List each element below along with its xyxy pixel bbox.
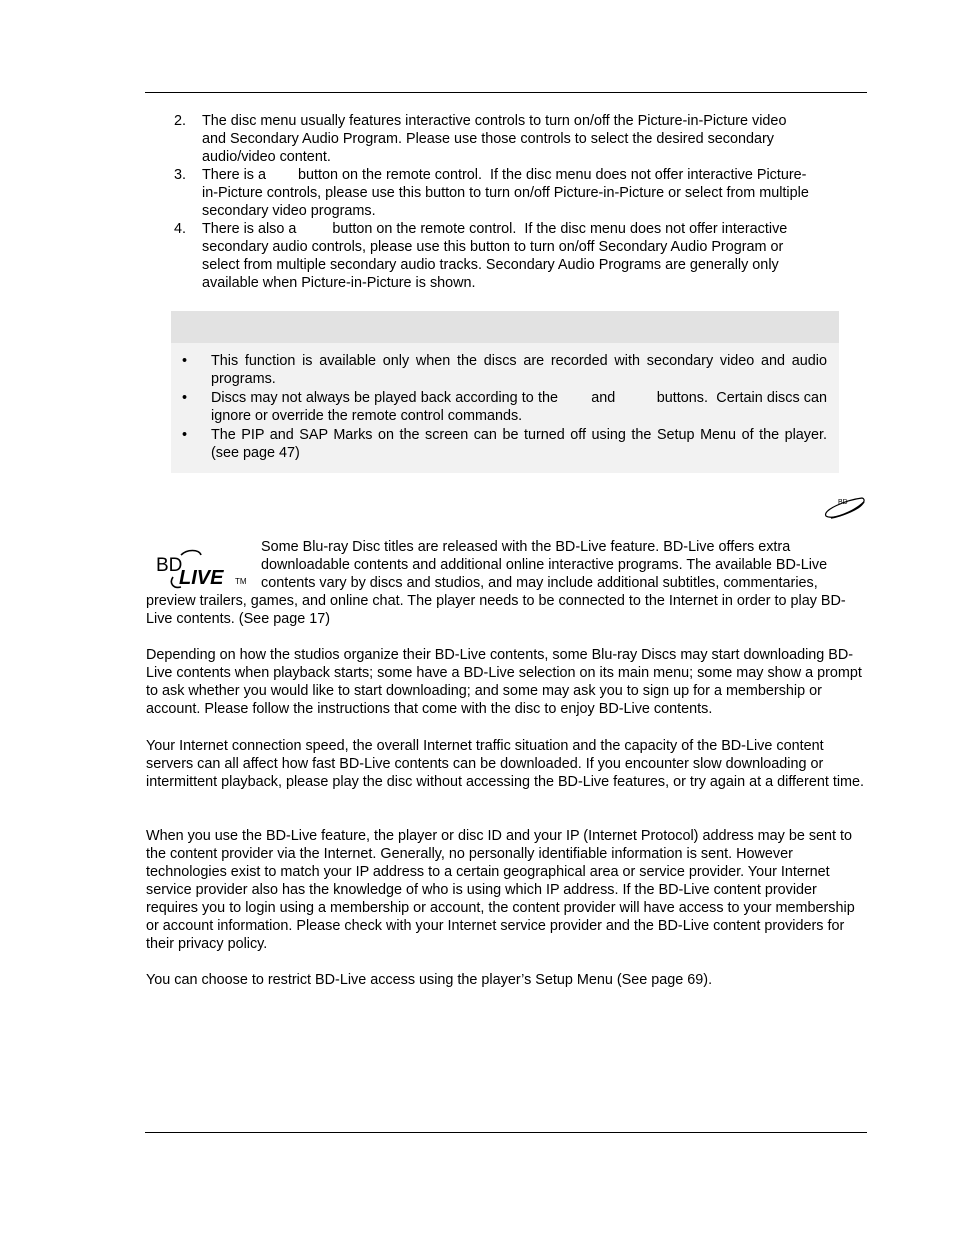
step-number: 4. (174, 221, 187, 237)
paragraph: You can choose to restrict BD-Live access using the player’s Setup Menu (See page 69). (146, 972, 713, 988)
note-text: This function is available only when the discs are recorded with secondary video and audio programs. (211, 353, 827, 387)
step-text: There is a button on the remote control. If the disc menu does not offer interactive Picture- in-Picture controls, please use this button to turn on/off Picture-in-Picture or select from multiple secondary video programs. (202, 167, 809, 219)
note-item (182, 426, 827, 462)
intro-paragraph-tail: preview trailers, games, and online chat. The player needs to be connected to the Internet in order to play BD-Live contents. (See page 17) (146, 593, 846, 627)
bullet: • (182, 390, 188, 406)
logo-tm-text: TM (235, 577, 247, 586)
logo-live-text: LIVE (179, 567, 224, 589)
footer-rule (145, 1132, 867, 1133)
paragraph: Depending on how the studios organize their BD-Live contents, some Blu-ray Discs may start downloading BD-Live contents when playback starts; some have a BD-Live selection on its main menu; some may show a prompt to ask whether you would like to start downloading; and some may ask you to sign up for a membership or account. Please follow the instructions that come with the disc to enjoy BD-Live contents. (146, 647, 862, 717)
step-text: The disc menu usually features interactive controls to turn on/off the Picture-in-Picture video and Secondary Audio Program. Please use those controls to select the desired secondary audio/video content. (202, 113, 787, 165)
bd-icon-label: BD (838, 499, 848, 506)
note-text: Discs may not always be played back according to the and buttons. Certain discs can ignore or override the remote control commands. (211, 390, 831, 424)
bd-disc-icon (822, 494, 866, 522)
step-text: There is also a button on the remote control. If the disc menu does not offer interactive secondary audio controls, please use this button to turn on/off Secondary Audio Program or select from multiple secondary audio tracks. Secondary Audio Programs are generally only available when Picture-in-Picture is shown. (202, 221, 788, 291)
header-rule (145, 92, 867, 93)
note-text: The PIP and SAP Marks on the screen can be turned off using the Setup Menu of the player. (see page 47) (211, 427, 827, 461)
bullet: • (182, 427, 188, 443)
note-item (182, 352, 827, 388)
step-number: 2. (174, 113, 187, 129)
bullet: • (182, 353, 188, 369)
notes-list (182, 352, 831, 463)
intro-line: downloadable contents and additional online interactive programs. The available BD-Live (261, 557, 828, 573)
steps-list (174, 112, 864, 292)
intro-line: Some Blu-ray Disc titles are released with the BD-Live feature. BD-Live offers extra (261, 539, 791, 555)
logo-bd-text: BD (156, 555, 183, 576)
note-box (171, 311, 839, 473)
paragraph: When you use the BD-Live feature, the player or disc ID and your IP (Internet Protocol) address may be sent to the content provider via the Internet. Generally, no personally identifiable information is sent. However technologies exist to match your IP address to a certain geographical area or service provider. Your Internet service provider also has the knowledge of who is using which IP address. If the BD-Live content provider requires you to login using a membership or account, the content provider will have access to your membership or account information. Please check with your Internet service provider and the BD-Live content providers for their privacy policy. (146, 828, 855, 952)
step-item (174, 166, 864, 220)
step-item (174, 112, 864, 166)
note-header-band (171, 311, 839, 343)
bd-live-logo (155, 547, 251, 593)
paragraph: Your Internet connection speed, the overall Internet traffic situation and the capacity of the BD-Live content servers can all affect how fast BD-Live contents can be downloaded. If you encounter slow downloading or intermittent playback, please play the disc without accessing the BD-Live features, or try again at a different time. (146, 738, 865, 790)
note-item (182, 389, 831, 425)
step-number: 3. (174, 167, 187, 183)
intro-line: contents vary by discs and studios, and may include additional subtitles, commentaries, (261, 575, 818, 591)
step-item (174, 220, 864, 292)
